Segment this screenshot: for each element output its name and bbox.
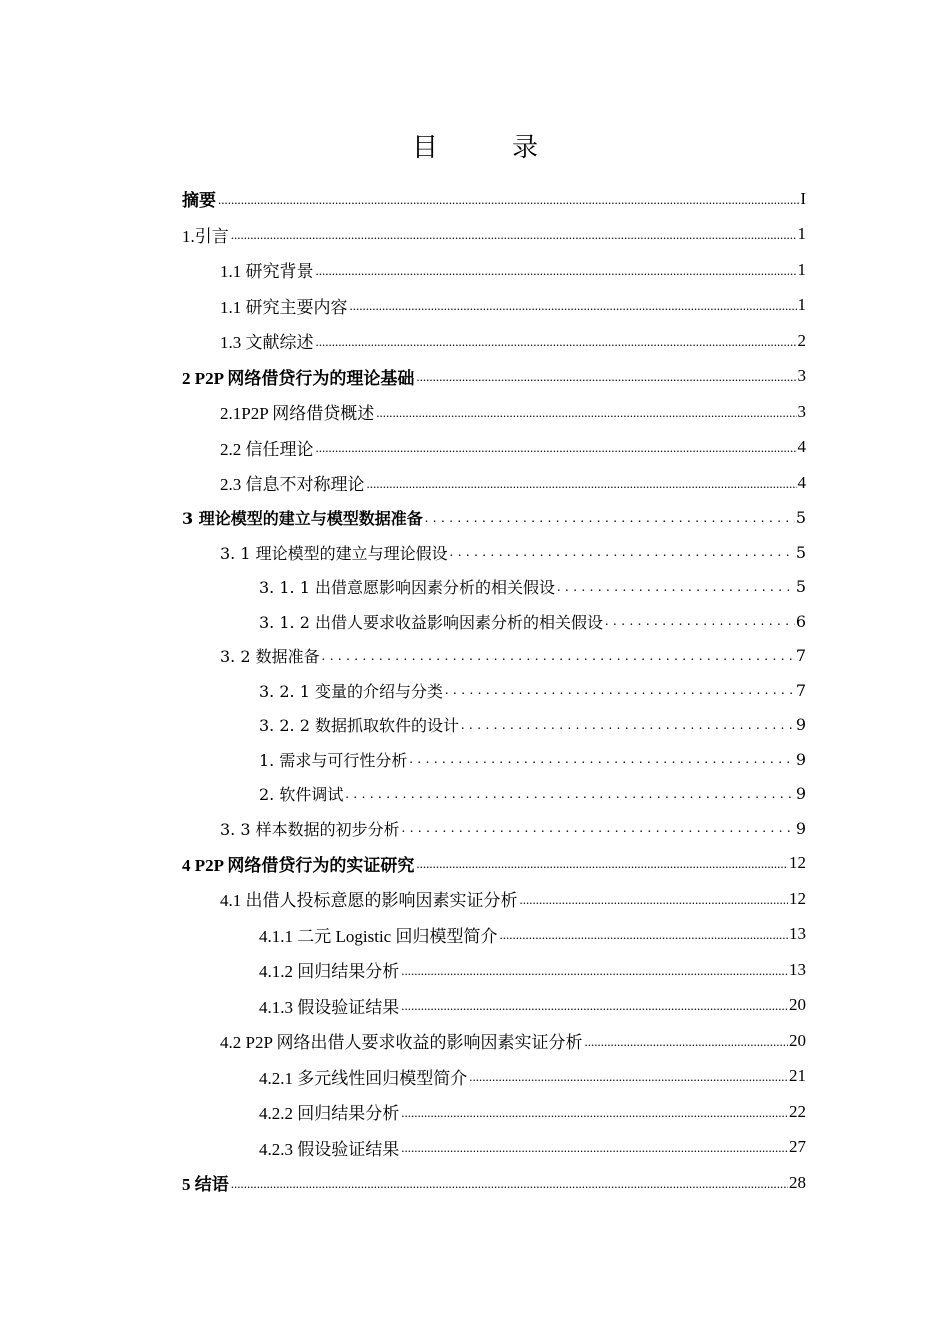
dot-leader: [499, 925, 788, 943]
toc-entry-3-2-2[interactable]: [182, 708, 806, 743]
toc-entry-label: 4.1 出借人投标意愿的影响因素实证分析: [220, 886, 519, 911]
toc-entry-label: 3. 1 理论模型的建立与理论假设: [220, 541, 449, 564]
toc-entry-label: 5 结语: [182, 1170, 230, 1195]
toc-page-number: I: [800, 188, 806, 208]
toc-page-number: 1: [797, 224, 806, 244]
dot-leader: [409, 750, 794, 768]
toc-entry-3-2-1[interactable]: [182, 673, 806, 708]
toc-entry-label: 3. 2. 1 变量的介绍与分类: [259, 679, 444, 702]
toc-entry-3-1-1[interactable]: [182, 570, 806, 605]
toc-entry-4-1-3[interactable]: [182, 988, 806, 1024]
toc-page-number: 27: [789, 1137, 806, 1157]
toc-entry-4-1-2[interactable]: [182, 952, 806, 988]
dot-leader: [345, 785, 794, 803]
dot-leader: [231, 225, 797, 243]
toc-entry-label: 1.1 研究主要内容: [220, 293, 349, 318]
toc-entry-label: 4.1.1 二元 Logistic 回归模型简介: [259, 922, 498, 947]
page-title: 目 录: [411, 133, 562, 163]
toc-page-number: 20: [789, 995, 806, 1015]
toc-page-number: 1: [797, 295, 806, 315]
dot-leader: [401, 1103, 788, 1121]
dot-leader: [401, 1138, 788, 1156]
toc-entry-3-2-2-1[interactable]: [182, 742, 806, 777]
toc-entry-label: 4.2.3 假设验证结果: [259, 1135, 400, 1160]
toc-page-number: 3: [797, 366, 806, 386]
toc-entry-2[interactable]: [182, 359, 806, 395]
toc-page-number: 5: [795, 577, 806, 597]
toc-page-number: 5: [795, 508, 806, 528]
toc-entry-label: 4.1.2 回归结果分析: [259, 957, 400, 982]
toc-entry-label: 3 理论模型的建立与模型数据准备: [182, 506, 424, 529]
toc-page-number: 4: [797, 437, 806, 457]
toc-entry-label: 1.3 文献综述: [220, 328, 315, 353]
toc-page-number: 22: [789, 1101, 806, 1121]
toc-entry-1-3[interactable]: [182, 323, 806, 359]
toc-page-number: 7: [795, 646, 806, 666]
toc-page-number: 5: [795, 542, 806, 562]
toc-page-number: 9: [795, 715, 806, 735]
toc-entry-label: 1.引言: [182, 222, 230, 247]
toc-page-number: 6: [795, 611, 806, 631]
dot-leader: [461, 716, 795, 734]
dot-leader: [316, 438, 797, 456]
dot-leader: [585, 1032, 788, 1050]
toc-entry-label: 3. 3 样本数据的初步分析: [220, 817, 401, 840]
toc-page-number: 7: [795, 680, 806, 700]
toc-page-number: 1: [797, 259, 806, 279]
toc-page-number: 9: [795, 784, 806, 804]
dot-leader: [605, 612, 795, 630]
toc-entry-3-1[interactable]: [182, 535, 806, 570]
dot-leader: [416, 367, 796, 385]
toc-entry-3[interactable]: [182, 501, 806, 536]
toc-page-number: 28: [789, 1172, 806, 1192]
toc-entry-label: 4.2 P2P 网络出借人要求收益的影响因素实证分析: [220, 1028, 584, 1053]
toc-page-number: 21: [789, 1066, 806, 1086]
dot-leader: [402, 819, 795, 837]
toc-entry-label: 2.2 信任理论: [220, 435, 315, 460]
toc-entry-label: 4.1.3 假设验证结果: [259, 993, 400, 1018]
toc-entry-label: 3. 1. 2 出借人要求收益影响因素分析的相关假设: [259, 610, 604, 633]
toc-entry-2-1[interactable]: [182, 394, 806, 430]
toc-entry-abstract[interactable]: [182, 181, 806, 217]
dot-leader: [316, 261, 797, 279]
dot-leader: [218, 190, 799, 208]
toc-entry-label: 2 P2P 网络借贷行为的理论基础: [182, 364, 415, 389]
toc-entry-1-2[interactable]: [182, 288, 806, 324]
toc-entry-2-2[interactable]: [182, 430, 806, 466]
toc-page-number: 20: [789, 1030, 806, 1050]
toc-entry-label: 1. 需求与可行性分析: [259, 748, 408, 771]
dot-leader: [376, 403, 796, 421]
dot-leader: [416, 854, 788, 872]
dot-leader: [401, 996, 788, 1014]
dot-leader: [469, 1067, 788, 1085]
toc-entry-label: 摘要: [182, 186, 217, 211]
toc-entry-label: 1.1 研究背景: [220, 257, 315, 282]
toc-entry-2-3[interactable]: [182, 465, 806, 501]
dot-leader: [367, 474, 797, 492]
toc-page-number: 9: [795, 749, 806, 769]
toc-page-number: 9: [795, 818, 806, 838]
toc-entry-4-1[interactable]: [182, 881, 806, 917]
toc-page-number: 4: [797, 472, 806, 492]
toc-entry-3-2[interactable]: [182, 639, 806, 674]
toc-entry-4-2-1[interactable]: [182, 1059, 806, 1095]
toc-page-number: 13: [789, 959, 806, 979]
dot-leader: [557, 578, 795, 596]
toc-page-number: 2: [797, 330, 806, 350]
dot-leader: [401, 961, 788, 979]
toc-page-number: 3: [797, 401, 806, 421]
toc-entry-label: 3. 1. 1 出借意愿影响因素分析的相关假设: [259, 575, 556, 598]
toc-entry-1[interactable]: [182, 217, 806, 253]
toc-entry-1-1[interactable]: [182, 252, 806, 288]
toc-entry-3-3[interactable]: [182, 811, 806, 846]
toc-entry-label: 4.2.2 回归结果分析: [259, 1099, 400, 1124]
toc-entry-4-2-3[interactable]: [182, 1130, 806, 1166]
dot-leader: [520, 890, 789, 908]
toc-page-number: 13: [789, 924, 806, 944]
toc-entry-4-2[interactable]: [182, 1023, 806, 1059]
toc-entry-3-1-2[interactable]: [182, 604, 806, 639]
toc-page-number: 12: [789, 853, 806, 873]
toc-entry-4[interactable]: [182, 846, 806, 882]
dot-leader: [231, 1174, 788, 1192]
toc-entry-3-2-2-2[interactable]: [182, 777, 806, 812]
toc-entry-5[interactable]: [182, 1165, 806, 1201]
toc-page-number: 12: [789, 888, 806, 908]
dot-leader: [450, 543, 795, 561]
toc-entry-label: 3. 2 数据准备: [220, 644, 321, 667]
toc-entry-label: 4.2.1 多元线性回归模型简介: [259, 1064, 468, 1089]
dot-leader: [445, 681, 795, 699]
toc-entry-label: 2.1P2P 网络借贷概述: [220, 399, 375, 424]
dot-leader: [322, 647, 795, 665]
toc-entry-label: 3. 2. 2 数据抓取软件的设计: [259, 713, 460, 736]
toc-entry-label: 2. 软件调试: [259, 782, 344, 805]
dot-leader: [316, 332, 797, 350]
toc-entry-label: 2.3 信息不对称理论: [220, 470, 366, 495]
table-of-contents: [182, 181, 806, 1201]
toc-entry-4-1-1[interactable]: [182, 917, 806, 953]
toc-entry-label: 4 P2P 网络借贷行为的实证研究: [182, 851, 415, 876]
dot-leader: [425, 509, 795, 527]
toc-entry-4-2-2[interactable]: [182, 1094, 806, 1130]
dot-leader: [350, 296, 797, 314]
